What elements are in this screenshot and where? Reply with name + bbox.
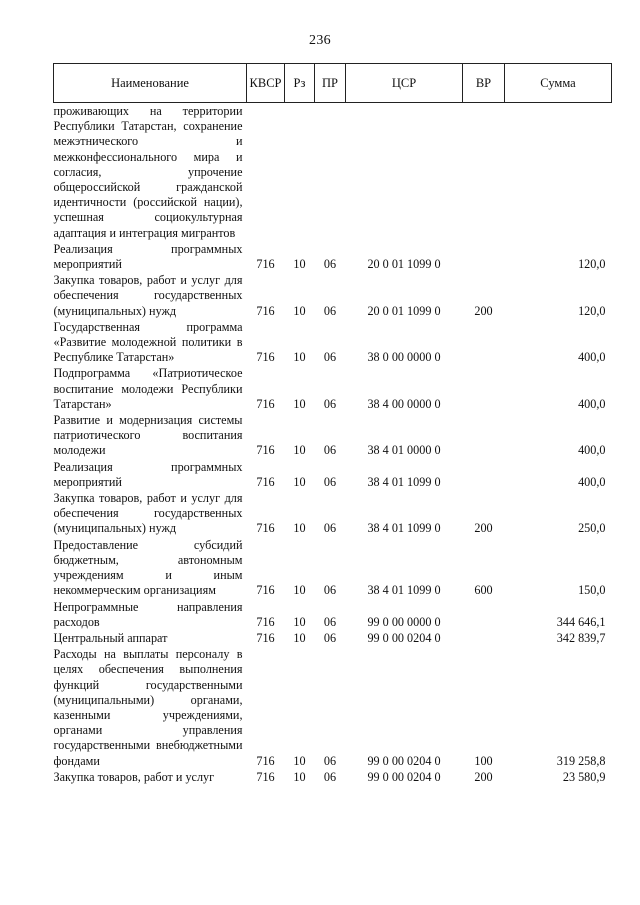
row-name: Закупка товаров, работ и услуг xyxy=(53,769,215,784)
row-kvsr: 716 xyxy=(256,614,275,629)
page-number: 236 xyxy=(309,33,331,48)
row-rz: 10 xyxy=(293,350,306,365)
row-pr: 06 xyxy=(323,443,337,458)
table-row xyxy=(54,412,612,459)
row-rz xyxy=(285,103,315,241)
row-kvsr: 716 xyxy=(256,350,275,365)
row-rz: 10 xyxy=(293,614,306,629)
row-kvsr: 716 xyxy=(256,474,275,489)
row-vr xyxy=(463,599,505,630)
row-sum: 400,0 xyxy=(578,350,606,365)
row-name: Реализация программных мероприятий xyxy=(53,459,243,489)
row-pr: 06 xyxy=(323,257,337,272)
row-name: Непрограммные направления расходов xyxy=(53,599,243,629)
row-sum: 400,0 xyxy=(578,443,606,458)
table-row xyxy=(54,365,612,412)
row-name: Расходы на выплаты персоналу в целях обеспечения выполнения функций государственными (муниципальными) органами, казенными учреждениями, органами управления государственными внебюджетными фондами xyxy=(53,647,243,768)
row-sum: 150,0 xyxy=(578,583,606,598)
row-csr: 38 4 01 1099 0 xyxy=(367,583,441,598)
row-csr: 38 4 01 0000 0 xyxy=(367,443,441,458)
row-name: проживающих на территории Республики Татарстан, сохранение межэтнического и межконфессионального мира и согласия, упрочение общероссийской гражданской идентичности (российской нации), успешная социокультурная адаптация и интеграция мигрантов xyxy=(53,104,243,240)
row-csr: 20 0 01 1099 0 xyxy=(367,257,441,272)
row-pr: 06 xyxy=(323,583,337,598)
table-row xyxy=(54,103,612,241)
header-csr: ЦСР xyxy=(346,64,463,103)
row-pr: 06 xyxy=(323,303,337,318)
row-csr: 38 4 01 1099 0 xyxy=(367,474,441,489)
row-sum: 319 258,8 xyxy=(556,753,606,768)
row-kvsr: 716 xyxy=(256,443,275,458)
table-row xyxy=(54,646,612,769)
row-csr: 20 0 01 1099 0 xyxy=(367,303,441,318)
row-vr: 600 xyxy=(474,583,493,598)
row-rz: 10 xyxy=(293,769,306,784)
row-sum: 120,0 xyxy=(578,303,606,318)
table-row xyxy=(54,490,612,537)
table-row xyxy=(54,769,612,785)
row-rz: 10 xyxy=(293,583,306,598)
row-rz: 10 xyxy=(293,753,306,768)
row-vr: 200 xyxy=(474,769,493,784)
row-csr: 38 4 01 1099 0 xyxy=(367,521,441,536)
row-pr: 06 xyxy=(323,474,337,489)
row-csr: 99 0 00 0204 0 xyxy=(367,753,441,768)
row-pr xyxy=(315,103,346,241)
row-csr xyxy=(346,103,463,241)
row-sum: 342 839,7 xyxy=(556,630,606,645)
row-name: Закупка товаров, работ и услуг для обеспечения государственных (муниципальных) нужд xyxy=(53,491,243,536)
row-csr: 99 0 00 0204 0 xyxy=(367,769,441,784)
row-csr: 99 0 00 0204 0 xyxy=(367,630,441,645)
row-vr: 100 xyxy=(474,753,493,768)
row-kvsr: 716 xyxy=(256,257,275,272)
row-name: Реализация программных мероприятий xyxy=(53,241,243,272)
row-kvsr: 716 xyxy=(256,753,275,768)
row-pr: 06 xyxy=(323,630,337,645)
row-pr: 06 xyxy=(323,769,337,784)
table-row xyxy=(54,599,612,630)
budget-table xyxy=(53,63,612,785)
row-vr xyxy=(463,459,505,490)
row-pr: 06 xyxy=(323,396,337,411)
row-pr: 06 xyxy=(323,753,337,768)
row-vr: 200 xyxy=(474,303,493,318)
header-pr: ПР xyxy=(315,64,346,103)
table-row xyxy=(54,272,612,319)
row-sum: 23 580,9 xyxy=(562,769,606,784)
table-row xyxy=(54,319,612,366)
row-vr: 200 xyxy=(474,521,493,536)
table-header-row xyxy=(54,64,612,103)
row-name: Предоставление субсидий бюджетным, автономным учреждениям и иным некоммерческим организациям xyxy=(53,537,243,598)
row-sum xyxy=(505,103,612,241)
header-rz: Рз xyxy=(285,64,315,103)
row-sum: 250,0 xyxy=(578,521,606,536)
row-vr xyxy=(463,103,505,241)
row-rz: 10 xyxy=(293,303,306,318)
row-name: Подпрограмма «Патриотическое воспитание молодежи Республики Татарстан» xyxy=(53,366,243,411)
row-name: Государственная программа «Развитие молодежной политики в Республике Татарстан» xyxy=(53,319,243,365)
row-rz: 10 xyxy=(293,396,306,411)
row-sum: 120,0 xyxy=(578,257,606,272)
row-pr: 06 xyxy=(323,614,337,629)
row-name: Развитие и модернизация системы патриотического воспитания молодежи xyxy=(53,413,243,458)
row-pr: 06 xyxy=(323,521,337,536)
row-kvsr: 716 xyxy=(256,583,275,598)
row-rz: 10 xyxy=(293,630,306,645)
row-csr: 38 4 00 0000 0 xyxy=(367,396,441,411)
table-row xyxy=(54,241,612,272)
row-sum: 400,0 xyxy=(578,396,606,411)
row-kvsr: 716 xyxy=(256,303,275,318)
header-vr: ВР xyxy=(463,64,505,103)
row-rz: 10 xyxy=(293,474,306,489)
row-kvsr: 716 xyxy=(256,630,275,645)
row-name: Закупка товаров, работ и услуг для обеспечения государственных (муниципальных) нужд xyxy=(53,273,243,318)
header-name: Наименование xyxy=(54,64,247,103)
row-kvsr xyxy=(247,103,285,241)
row-vr xyxy=(463,365,505,412)
row-vr xyxy=(463,630,505,646)
header-kvsr: КВСР xyxy=(247,64,285,103)
row-sum: 400,0 xyxy=(578,474,606,489)
table-row xyxy=(54,459,612,490)
row-name: Центральный аппарат xyxy=(53,630,168,645)
header-sum: Сумма xyxy=(505,64,612,103)
row-csr: 99 0 00 0000 0 xyxy=(367,614,441,629)
row-vr xyxy=(463,412,505,459)
row-csr: 38 0 00 0000 0 xyxy=(367,350,441,365)
row-rz: 10 xyxy=(293,257,306,272)
row-pr: 06 xyxy=(323,350,337,365)
table-row xyxy=(54,630,612,646)
row-rz: 10 xyxy=(293,521,306,536)
row-kvsr: 716 xyxy=(256,521,275,536)
row-kvsr: 716 xyxy=(256,396,275,411)
row-rz: 10 xyxy=(293,443,306,458)
row-sum: 344 646,1 xyxy=(556,614,606,629)
table-row xyxy=(54,537,612,599)
row-kvsr: 716 xyxy=(256,769,275,784)
row-vr xyxy=(463,241,505,272)
row-vr xyxy=(463,319,505,366)
